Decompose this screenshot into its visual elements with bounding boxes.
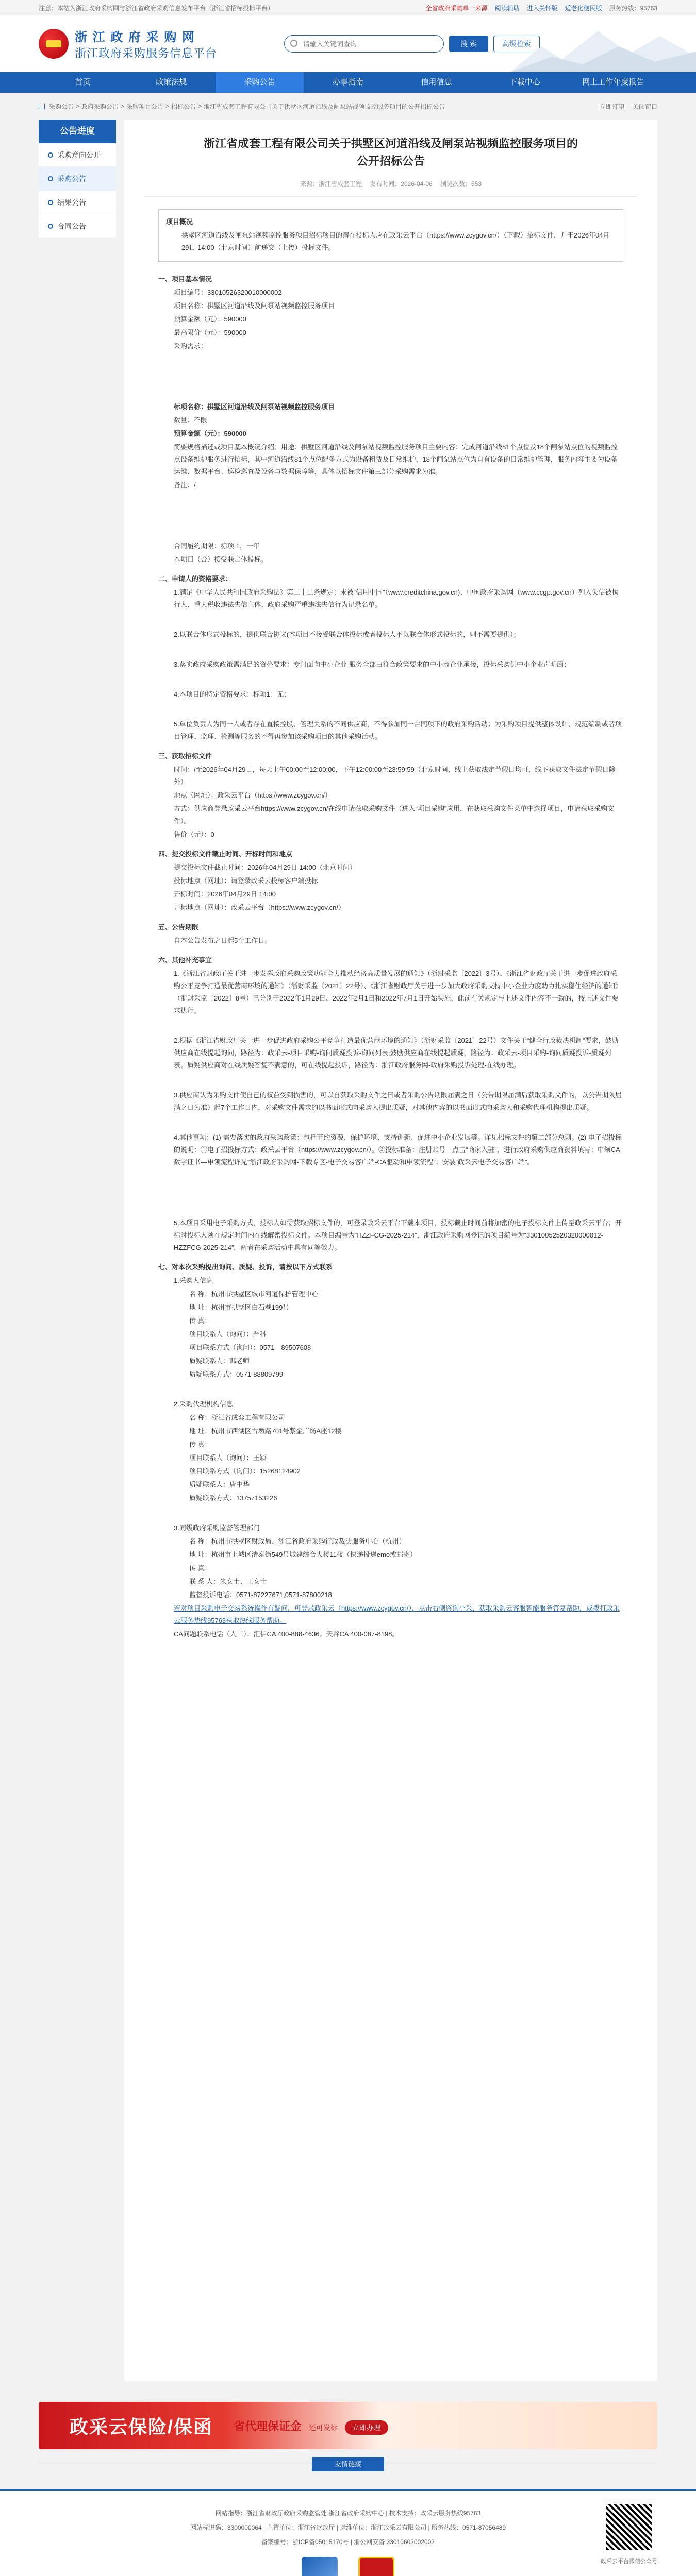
link-reading-aid[interactable]: 阅读辅助 [494, 4, 520, 12]
sidebar-item-label: 结果公告 [57, 198, 86, 207]
banner-title: 政采云保险/保函 [70, 2416, 213, 2437]
sidebar-item-contract[interactable] [39, 214, 116, 238]
qr-code-icon [603, 2501, 655, 2553]
section-heading: 七、对本次采购提出询问、质疑、投诉，请按以下方式联系 [158, 1263, 333, 1271]
section-heading: 六、其他补充事宜 [158, 956, 212, 964]
breadcrumb: 采购公告 > 政府采购公告 > 采购项目公告 > 招标公告 > 浙江省成套工程有限公司关于拱墅区河道沿线及闸泵站视频监控服务项目的公开招标公告 立即打印 关闭窗口 [39, 99, 657, 113]
sidebar-item-result[interactable] [39, 191, 116, 214]
section-heading: 三、获取招标文件 [158, 752, 212, 760]
page-title: 浙江省成套工程有限公司关于拱墅区河道沿线及闸泵站视频监控服务项目的 公开招标公告 [203, 137, 578, 167]
main-nav [0, 72, 696, 93]
insurance-banner[interactable] [39, 2402, 657, 2449]
nav-credit[interactable]: 信用信息 [421, 78, 452, 87]
nav-guide[interactable]: 办事指南 [332, 78, 363, 87]
zcy-help-link[interactable]: 若对项目采购电子交易系统操作有疑问，可登录政采云（https://www.zcygov.cn/），点击右侧咨询小采，获取采购云客服智能服务答复帮助，或拨打政采云服务热线95763获取热线服务帮助。 [174, 1604, 620, 1624]
announcement-content: 浙江省成套工程有限公司关于拱墅区河道沿线及闸泵站视频监控服务项目的 公开招标公告 来源：浙江省成套工程 发布时间：2026-04-06 浏览次数：553 项目概况 拱墅区河道沿线及闸泵站视频监控服务项目招标项目的潜在投标人应在政采云平台（https://www.zcygov.cn/）（下载）招标文件，并于2026年04月29日 14:00（北京时间）前递交（上传）投标文件。 一、项目基本情况 项目编号：33010526320010000002 项目名称：拱墅区河道沿线及闸泵站视频监控服务项目 预算金额（元）：590000 最高限价（元）：590000 采购需求： 标项名称：拱墅区河道沿线及闸泵站视频监控服务项目 数量：不限 预算金额（元）：590000 简要规格描述或项目基本概况介绍、用途：拱墅区河道沿线及闸泵站视频监控服务项目主要内容：完成河道沿线81个点位及18个闸泵站点位的视频监控点设备维护服务进行招标，其中河道沿线81个点位配备方式为设备租赁及日常维护，18个闸泵站点位为自有设备的日常维护管理，服务内容主要为设备运维、数据平台、巡检巡查及设备与数据保障等，具体以招标文件第三部分采购需求为准。 备注：/ 合同履约期限：标项 1，一年 本项目（否）接受联合体投标。 二、申请人的资格要求： 1.满足《中华人民共和国政府采购法》第二十二条规定；未被“信用中国”（www.creditchina.gov.cn)、中国政府采购网（www.ccgp.gov.cn）列入失信被执行人、重大税收违法失信主体、政府采购严重违法失信行为记录名单。 2.以联合体形式投标的，提供联合协议(本项目不接受联合体投标或者投标人不以联合体形式投标的，则不需要提供）； 3.落实政府采购政策需满足的资格要求：专门面向中小企业-服务全部由符合政策要求的中小商企业承接，投标采购供中小企业声明函； 4.本项目的特定资格要求：标项1：无； 5.单位负责人为同一人或者存在直接控股、管理关系的不同供应商，不得参加同一合同项下的政府采购活动；为采购项目提供整体设计、规范编制或者项目管理、监理、检测等服务的不得再参加该采购项目的其他采购活动。 三、获取招标文件 时间：/至2026年04月29日，每天上午00:00至12:00:00，下午12:00:00至23:59:59（北京时间，线上获取法定节假日均可，线下获取文件法定节假日除外） 地点（网址）：政采云平台（https://www.zcygov.cn/） 方式：供应商登录政采云平台https://www.zcygov.cn/在线申请获取采购文件（进入“项目采购”应用，在获取采购文件菜单中选择项目，申请获取采购文件）。 售价（元）：0 四、提交投标文件截止时间、开标时间和地点 提交投标文件截止时间：2026年04月29日 14:00（北京时间） 投标地点（网址）：请登录政采云投标客户端投标 开标时间：2026年04月29日 14:00 开标地点（网址）：政采云平台（https://www.zcygov.cn/） 五、公告期限 自本公告发布之日起5个工作日。 六、其他补充事宜 1.《浙江省财政厅关于进一步发挥政府采购政策功能全力推动经济高质量发展的通知》（浙财采监〔2022〕3号）、《浙江省财政厅关于进一步促进政府采购公平竞争打造最优营商环境的通知》（浙财采监〔2021〕22号）、《浙江省财政厅关于进一步加大政府采购支持中小企业力度助力扎实稳住经济的通知》（浙财采监〔2022〕8号）已分别于2022年1月29日、2022年2月1日和2022年7月1日开始实施，此前有关规定与上述文件内容不一致的，按上述文件要求执行。 2.根据《浙江省财政厅关于进一步促进政府采购公平竞争打造最优营商环境的通知》（浙财采监〔2021〕22号）文件关于“健全行政裁决机制”要求，鼓励供应商在线提起询问，路径为：政采云-项目采购-询问质疑投诉-询问列表;鼓励供应商在线提起质疑，路径为：政采云-项目采购-询问质疑投诉-质疑列表。质疑供应商对在线质疑答复不满意的，可在线提起投诉，路径为：浙江政府服务网-政府采购投诉处理-在线办理。 3.供应商认为采购文件使自己的权益受到损害的，可以自获取采购文件之日或者采购公告期限届满之日（公告期限届满后获取采购文件的，以公告期限届满之日为准）起7个工作日内，对采购文件需求的以书面形式向采购人提出质疑，对其他内容的以书面形式向采购人和采购代理机构提出质疑。 4.其他事项：(1) 需要落实的政府采购政策：包括节约资源、保护环境、支持创新、促进中小企业发展等。详见招标文件的第二部分总则。(2) 电子招投标的说明：①电子招投标方式：政采云平台（https://www.zcygov.cn/）。②投标准备：注册账号—点击“商家入驻”，进行政府采购供应商资料填写；申领CA数字证书—申领流程详见“浙江政府采购网-下载专区-电子交易客户端-CA驱动和申领流程”；安装“政采云电子交易客户端”。 5.本项目采用电子采购方式，投标人如需获取招标文件的，可登录政采云平台下载本项目，投标截止时间前将加密的电子投标文件上传至政采云平台；开标时投标人须在规定时间内在线解密投标文件。本项目编号为“HZZFCG-2025-214”，浙江政府采购网登记的项目编号为“33010052520320000012-HZZFCG-2025-214”，两者在采购活动中具有同等效力。 七、对本次采购提出询问、质疑、投诉，请按以下方式联系 1.采购人信息 名 称：杭州市拱墅区城市河道保护管理中心 地 址：杭州市拱墅区白石巷199号 传 真： 项目联系人（询问）：严科 项目联系方式（询问）：0571—89507608 质疑联系人：韩老师 质疑联系方式：0571-88809799 2.采购代理机构信息 名 称：浙江省成套工程有限公司 地 址：杭州市西湖区古墩路701号紫金广场A座12楼 传 真： 项目联系人（询问）：王颖 项目联系方式（询问）：15268124902 质疑联系人：唐中华 质疑联系方式：13757153226 3.同级政府采购监督管理部门 名 称：杭州市拱墅区财政局、浙江省政府采购行政裁决服务中心（杭州） 地 址：杭州市上城区清泰街549号城建综合大楼11楼（快递投递emo或邮寄） 传 真： 联 系 人：朱女士、王女士 监督投诉电话：0571-87227671,0571-87800218 若对项目采购电子交易系统操作有疑问，可登录政采云（https://www.zcygov.cn/），点击右侧咨询小采，获取采购云客服智能服务答复帮助，或拨打政采云服务热线95763获取热线服务帮助。 CA问题联系电话（人工）：汇信CA 400-888-4636；天谷CA 400-087-8198。 [124, 120, 657, 2381]
crumb-item[interactable]: 采购公告 [49, 103, 74, 110]
top-bar [0, 0, 696, 15]
footer-line: 网站指导：浙江省财政厅政府采购监管处 浙江省政府采购中心 | 技术支持：政采云服务热线95763 [215, 2510, 481, 2517]
sidebar-item-label: 采购公告 [57, 174, 86, 183]
section-heading: 一、项目基本情况 [158, 275, 212, 283]
nav-annual-report[interactable]: 网上工作年度报告 [582, 78, 644, 87]
top-notice: 注意：本站为浙江政府采购网与浙江省政府采购信息发布平台（浙江省招标投标平台） [39, 4, 274, 12]
search-input[interactable] [284, 35, 444, 53]
service-hotline: 服务热线：95763 [609, 4, 657, 12]
wechat-qr: 政采云平台微信公众号 [601, 2501, 657, 2568]
emblem-icon [39, 29, 69, 59]
circle-icon [48, 200, 53, 205]
sidebar-item-intent[interactable] [39, 143, 116, 167]
site-logo[interactable] [39, 27, 217, 61]
sidebar-item-label: 合同公告 [57, 222, 86, 230]
party-gov-badge-icon[interactable] [302, 2557, 338, 2576]
friend-links-bar [39, 2460, 657, 2474]
crumb-current: 浙江省成套工程有限公司关于拱墅区河道沿线及闸泵站视频监控服务项目的公开招标公告 [204, 103, 445, 110]
crumb-item[interactable]: 招标公告 [171, 103, 196, 110]
nav-home[interactable]: 首页 [75, 78, 91, 87]
site-header [0, 15, 696, 72]
print-button[interactable]: 立即打印 [599, 103, 624, 110]
sidebar-item-label: 采购意向公开 [57, 150, 101, 159]
banner-text: 省代理保证金 [234, 2419, 302, 2433]
mountain-decoration [510, 15, 696, 72]
doc-meta: 来源：浙江省成套工程 发布时间：2026-04-06 浏览次数：553 [145, 179, 637, 197]
footer-line: 备案编号：浙ICP备05015170号 | 浙公网安备 33010602002002 [261, 2538, 435, 2546]
circle-icon [48, 152, 53, 158]
footer-line: 网站标识码：3300000064 | 主管单位：浙江省财政厅 | 运维单位：浙江政采云有限公司 | 服务热线：0571-87056489 [190, 2524, 506, 2531]
gov-website-badge-icon[interactable] [358, 2557, 394, 2576]
crumb-item[interactable]: 采购项目公告 [126, 103, 164, 110]
link-single-source[interactable]: 全省政府采购单一来源 [425, 4, 488, 12]
friend-links-button[interactable]: 友情链接 [312, 2457, 384, 2471]
link-elderly-mode[interactable]: 适老化便民版 [565, 4, 602, 12]
nav-announcements[interactable]: 采购公告 [216, 72, 304, 93]
sidebar-title: 公告进度 [39, 120, 116, 143]
crumb-item[interactable]: 政府采购公告 [81, 103, 119, 110]
section-heading: 五、公告期限 [158, 923, 199, 931]
banner-apply-button[interactable]: 立即办理 [345, 2420, 388, 2435]
advanced-search-button[interactable]: 高级检索 [493, 36, 540, 52]
progress-sidebar [39, 120, 116, 238]
section-heading: 二、申请人的资格要求： [158, 575, 233, 583]
home-icon [39, 104, 45, 109]
section-heading: 四、提交投标文件截止时间、开标时间和地点 [158, 850, 293, 858]
close-window-button[interactable]: 关闭窗口 [632, 103, 657, 110]
overview-box: 项目概况 拱墅区河道沿线及闸泵站视频监控服务项目招标项目的潜在投标人应在政采云平台（https://www.zcygov.cn/）（下载）招标文件，并于2026年04月29日 14:00（北京时间）前递交（上传）投标文件。 [158, 209, 623, 262]
search-icon [290, 40, 297, 47]
site-footer [0, 2489, 696, 2576]
banner-subtext: 还可发标 [308, 2423, 338, 2432]
nav-policy[interactable]: 政策法规 [156, 78, 187, 87]
site-title: 浙 江 政 府 采 购 网 [75, 30, 196, 44]
nav-download[interactable]: 下载中心 [509, 78, 540, 87]
site-subtitle: 浙江政府采购服务信息平台 [75, 47, 218, 60]
circle-icon [48, 176, 53, 181]
circle-icon [48, 224, 53, 229]
search-button[interactable]: 搜 索 [449, 36, 488, 52]
link-care-mode[interactable]: 进入关怀版 [526, 4, 558, 12]
sidebar-item-announcement[interactable] [39, 167, 116, 191]
